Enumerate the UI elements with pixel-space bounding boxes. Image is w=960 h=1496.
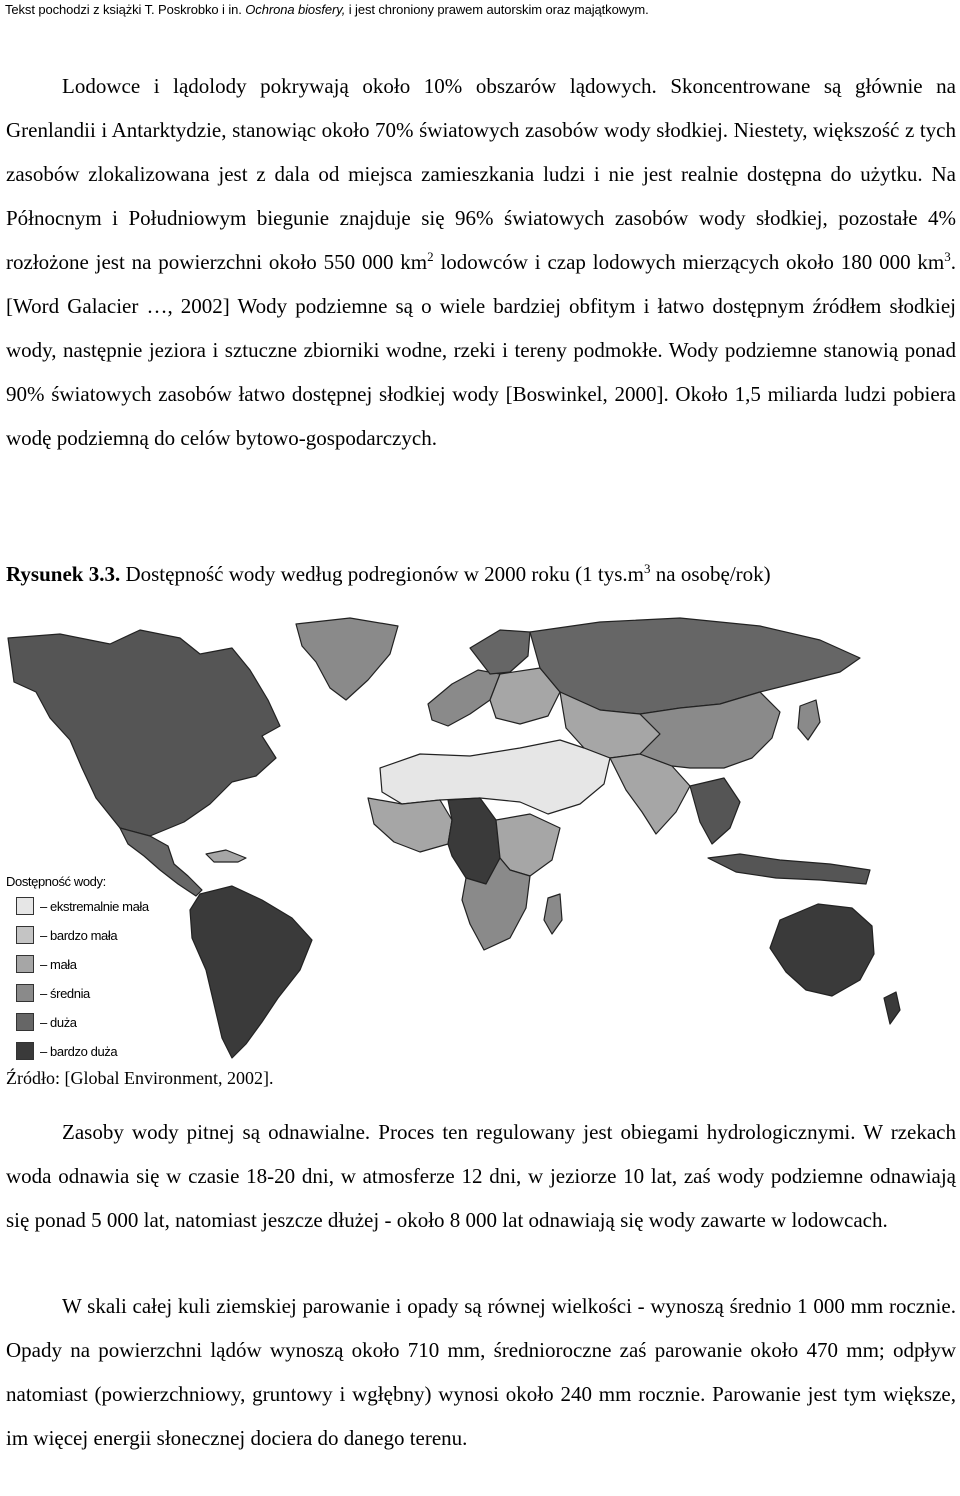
paragraph-glaciers: [6, 64, 956, 460]
figure-label: Rysunek 3.3.: [6, 562, 121, 586]
paragraph-evaporation: W skali całej kuli ziemskiej parowanie i opady są równej wielkości - wynoszą średnio 1 000 mm rocznie. Opady na powierzchni lądów wynoszą około 710 mm, średnioroczne zaś parowanie około 470 mm; odpływ natomiast (powierzchniowy, gruntowy i wgłębny) wynosi około 240 mm rocznie. Parowanie jest tym większe, im więcej energii słonecznej dociera do danego terenu.: [6, 1294, 956, 1450]
legend-item: [6, 984, 106, 1013]
map-legend: [6, 874, 149, 1071]
northern-europe-region: [470, 630, 530, 674]
legend-title: Dostępność wody:: [6, 874, 106, 889]
legend-swatch: [16, 955, 34, 973]
caribbean-region: [206, 850, 246, 862]
figure-caption-text: Dostępność wody według podregionów w 2000 roku (1 tys.m: [120, 562, 644, 586]
greenland-region: [296, 618, 398, 700]
legend-swatch: [16, 926, 34, 944]
north-america-region: [8, 630, 280, 836]
legend-label: – duża: [40, 1015, 77, 1030]
paragraph-1-text-a: Lodowce i lądolody pokrywają około 10% obszarów lądowych. Skoncentrowane są głównie na Grenlandii i Antarktydzie, stanowiąc około 70% światowych zasobów wody słodkiej. Niestety, większość z tych zasobów zlokalizowana jest z dala od miejsca zamieszkania ludzi i nie jest realnie dostępna do użytku. Na Północnym i Południowym biegunie znajduje się 96% światowych zasobów wody słodkiej, pozostałe 4% rozłożone jest na powierzchni około 550 000 km: [6, 74, 956, 274]
legend-item: [6, 1013, 106, 1042]
paragraph-1-text-c: . [Word Galacier …, 2002] Wody podziemne są o wiele bardziej obfitym i łatwo dostępnym źródłem słodkiej wody, następnie jeziora i sztuczne zbiorniki wodne, rzeki i tereny podmokłe. Wody podziemne stanowią ponad 90% światowych zasobów łatwo dostępnej słodkiej wody [Boswinkel, 2000]. Około 1,5 miliarda ludzi pobiera wodę podziemną do celów bytowo-gospodarczych.: [6, 250, 956, 450]
legend-item: [6, 1042, 118, 1071]
russia-region: [530, 618, 860, 714]
maritime-southeast-asia-region: [708, 854, 870, 884]
legend-item: [6, 955, 106, 984]
figure-caption-end: na osobę/rok): [650, 562, 771, 586]
copyright-banner: [5, 2, 649, 17]
west-africa-region: [368, 798, 452, 852]
legend-swatch: [16, 984, 34, 1002]
south-america-region: [190, 886, 312, 1058]
world-water-availability-map: [0, 608, 960, 1076]
japan-region: [798, 700, 820, 740]
madagascar-region: [544, 894, 562, 934]
banner-prefix: Tekst pochodzi z książki T. Poskrobko i in.: [5, 2, 246, 17]
legend-item: [6, 897, 149, 926]
legend-swatch: [16, 1042, 34, 1060]
banner-suffix: i jest chroniony prawem autorskim oraz majątkowym.: [345, 2, 649, 17]
legend-swatch: [16, 1013, 34, 1031]
legend-label: – mała: [40, 957, 77, 972]
legend-label: – bardzo mała: [40, 928, 118, 943]
central-africa-region: [448, 798, 500, 884]
legend-item: [6, 926, 118, 955]
paragraph-1-text-b: lodowców i czap lodowych mierzących około 180 000 km: [433, 250, 945, 274]
figure-caption: [6, 562, 771, 587]
western-europe-region: [428, 670, 500, 726]
superscript-square: 2: [427, 249, 434, 264]
superscript-cube: 3: [944, 249, 951, 264]
legend-swatch: [16, 897, 34, 915]
legend-label: – średnia: [40, 986, 90, 1001]
central-america-region: [120, 828, 202, 896]
southeast-asia-region: [690, 778, 740, 844]
banner-book-title: Ochrona biosfery,: [245, 2, 346, 17]
new-zealand-region: [884, 992, 900, 1024]
legend-label: – bardzo duża: [40, 1044, 118, 1059]
figure-source: Źródło: [Global Environment, 2002].: [6, 1068, 274, 1088]
legend-label: – ekstremalnie mała: [40, 899, 149, 914]
australia-region: [770, 904, 874, 996]
figure-caption-sup: 3: [644, 561, 651, 576]
paragraph-renewal: Zasoby wody pitnej są odnawialne. Proces ten regulowany jest obiegami hydrologicznymi. W rzekach woda odnawia się w czasie 18-20 dni, w atmosferze 12 dni, w jeziorze 10 lat, zaś wody podziemne odnawiają się ponad 5 000 lat, natomiast jeszcze dłużej - około 8 000 lat odnawiają się wody zawarte w lodowcach.: [6, 1120, 956, 1232]
